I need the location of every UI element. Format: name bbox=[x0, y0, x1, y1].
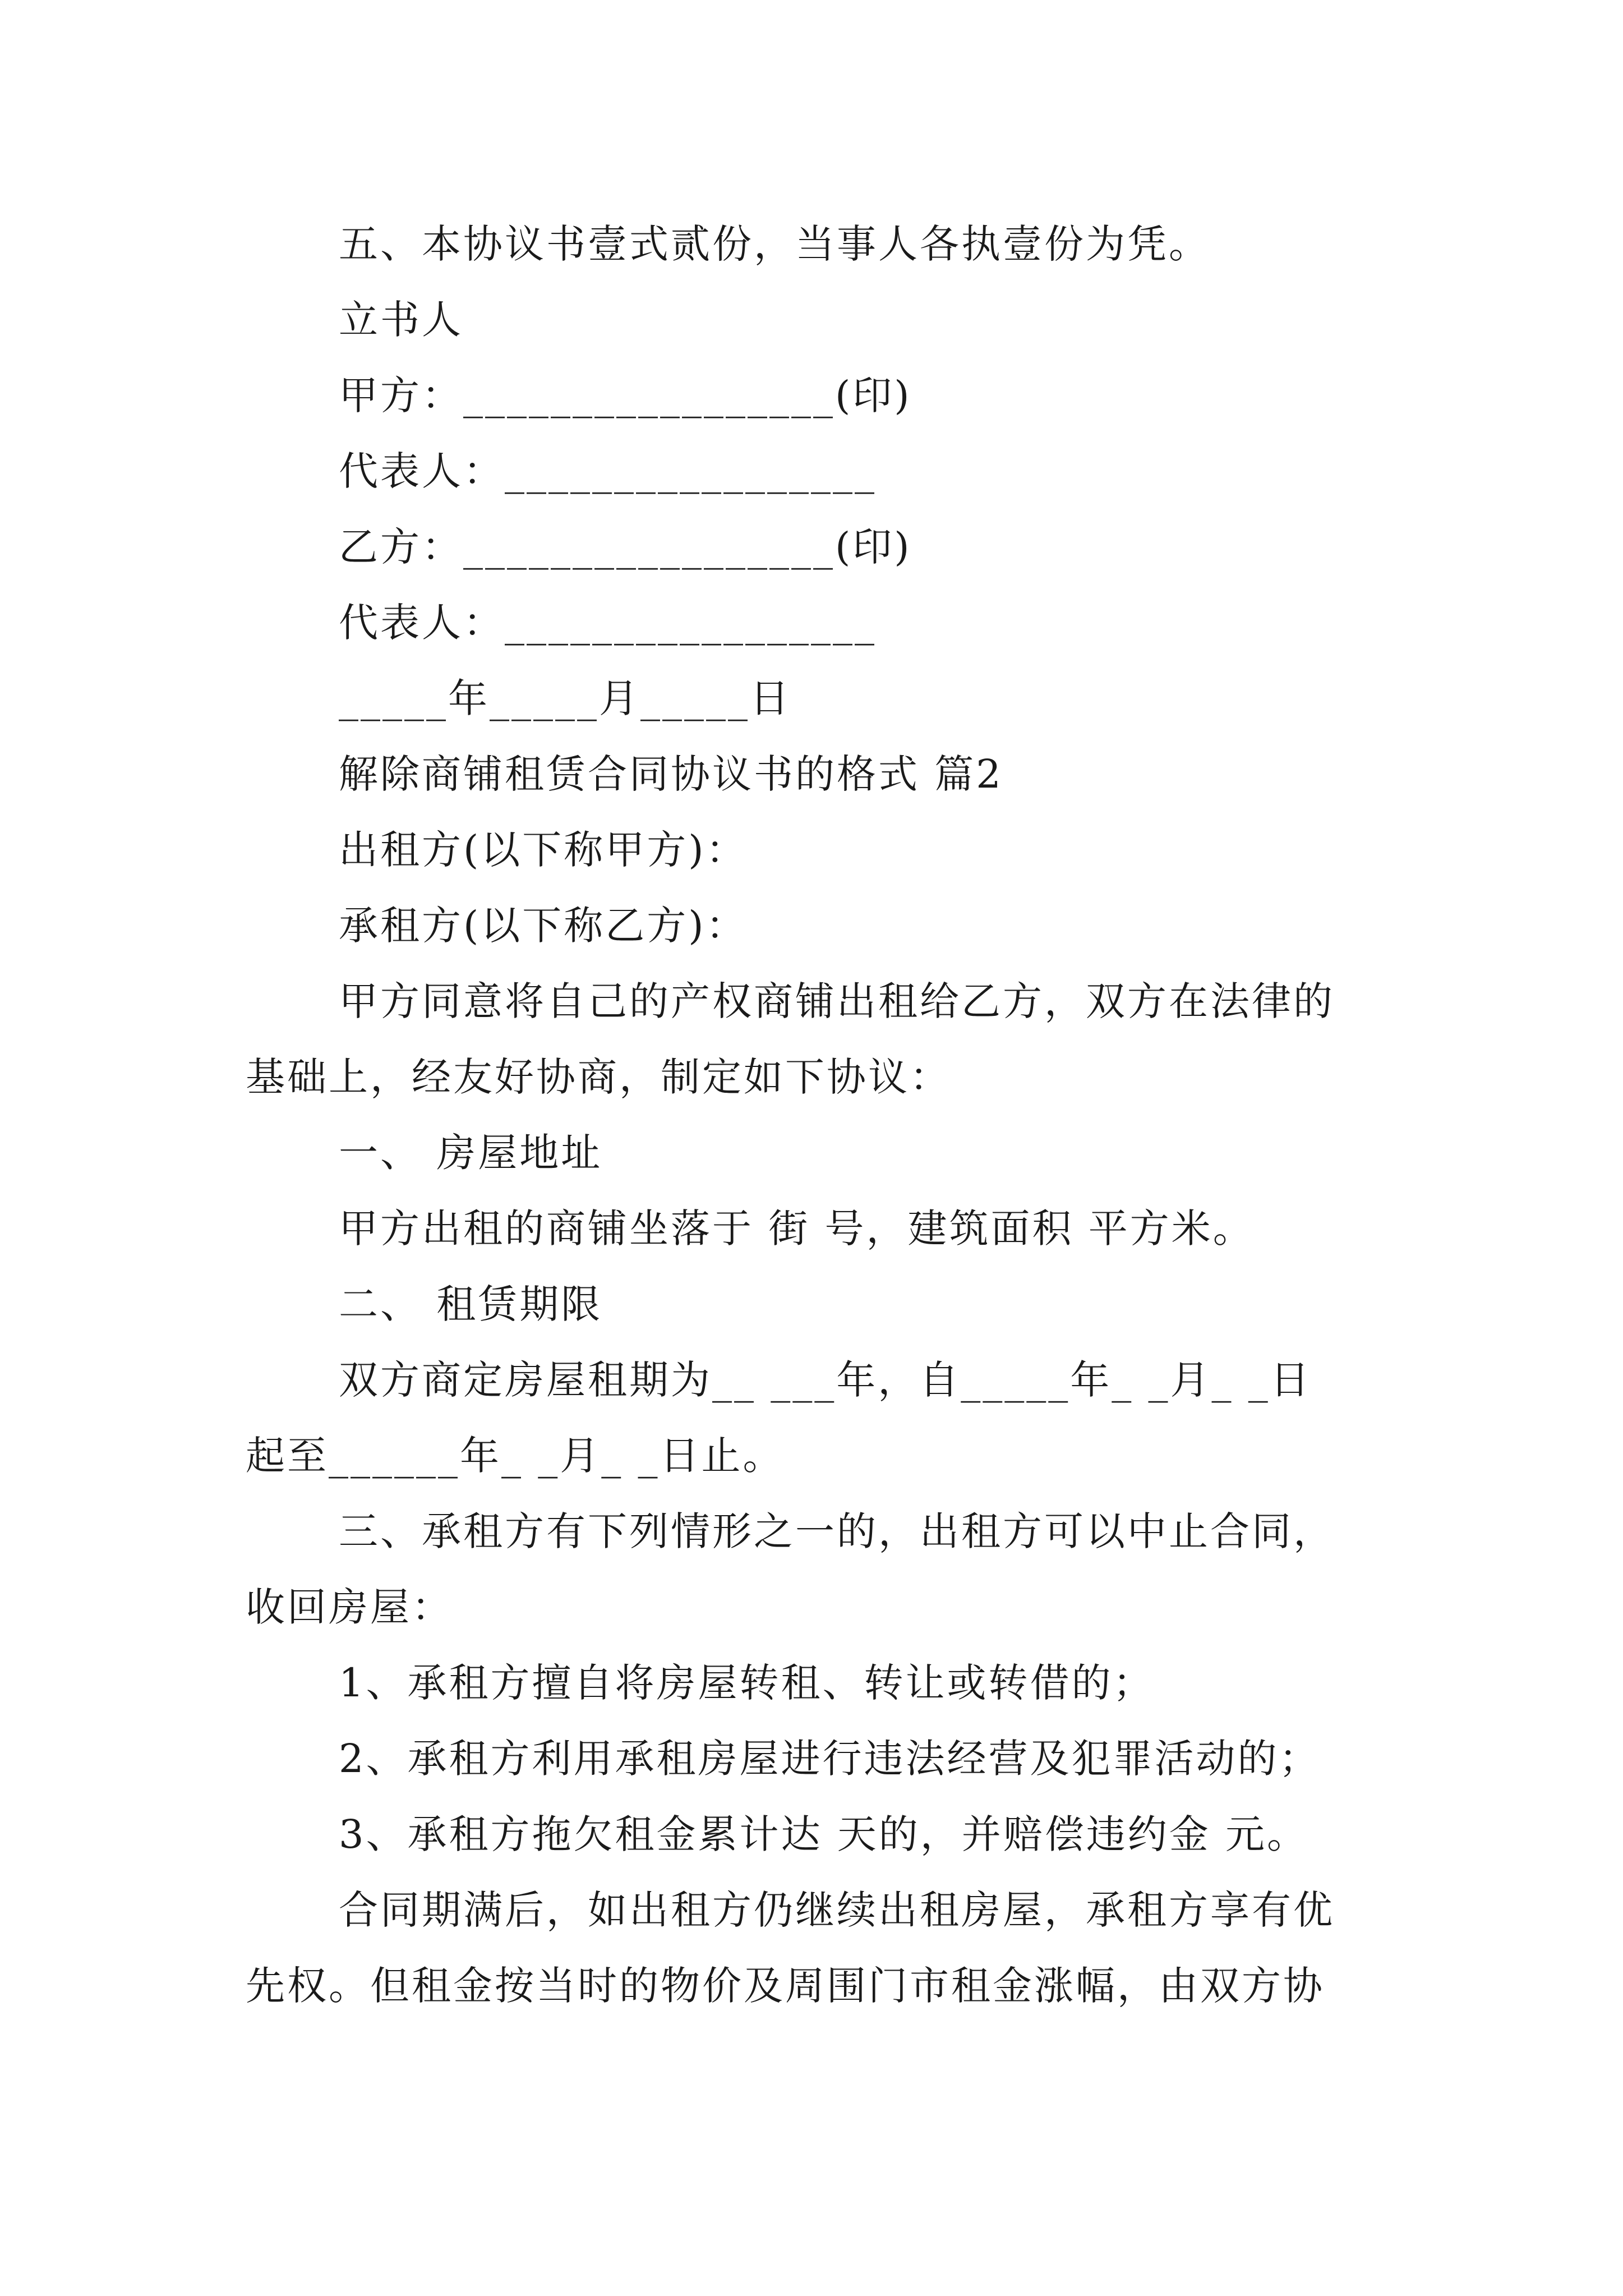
party-a-representative-line: 代表人：_________________ bbox=[339, 448, 877, 494]
party-b-representative-line: 代表人：_________________ bbox=[339, 600, 877, 646]
signatory-label: 立书人 bbox=[339, 297, 463, 343]
party-a-signature-line: 甲方：_________________(印) bbox=[339, 372, 912, 418]
intro-paragraph-line-1: 甲方同意将自己的产权商铺出租给乙方，双方在法律的 bbox=[339, 978, 1335, 1024]
renewal-paragraph-line-1: 合同期满后，如出租方仍继续出租房屋，承租方享有优 bbox=[339, 1887, 1335, 1933]
intro-paragraph-line-2: 基础上，经友好协商，制定如下协议： bbox=[246, 1054, 951, 1100]
date-line: _____年_____月_____日 bbox=[339, 675, 791, 721]
lease-term-line-1: 双方商定房屋租期为__ ___年，自_____年_ _月_ _日 bbox=[339, 1357, 1312, 1403]
clause-five: 五、本协议书壹式贰份，当事人各执壹份为凭。 bbox=[339, 221, 1210, 267]
list-item-1: 1、承租方擅自将房屋转租、转让或转借的； bbox=[339, 1660, 1155, 1706]
renewal-paragraph-line-2: 先权。但租金按当时的物价及周围门市租金涨幅，由双方协 bbox=[246, 1963, 1325, 2009]
clause-three-line-2: 收回房屋： bbox=[246, 1584, 453, 1630]
section-title: 解除商铺租赁合同协议书的格式 篇2 bbox=[339, 751, 1003, 797]
heading-lease-term: 二、 租赁期限 bbox=[339, 1281, 603, 1327]
heading-address: 一、 房屋地址 bbox=[339, 1130, 603, 1176]
list-item-2: 2、承租方利用承租房屋进行违法经营及犯罪活动的； bbox=[339, 1736, 1321, 1782]
lease-term-line-2: 起至______年_ _月_ _日止。 bbox=[246, 1433, 785, 1479]
lessee-line: 承租方(以下称乙方)： bbox=[339, 903, 748, 949]
lessor-line: 出租方(以下称甲方)： bbox=[339, 827, 748, 873]
list-item-3: 3、承租方拖欠租金累计达 天的，并赔偿违约金 元。 bbox=[339, 1811, 1309, 1857]
clause-three-line-1: 三、承租方有下列情形之一的，出租方可以中止合同， bbox=[339, 1508, 1335, 1554]
address-paragraph: 甲方出租的商铺坐落于 街 号，建筑面积 平方米。 bbox=[339, 1205, 1255, 1251]
party-b-signature-line: 乙方：_________________(印) bbox=[339, 524, 912, 570]
